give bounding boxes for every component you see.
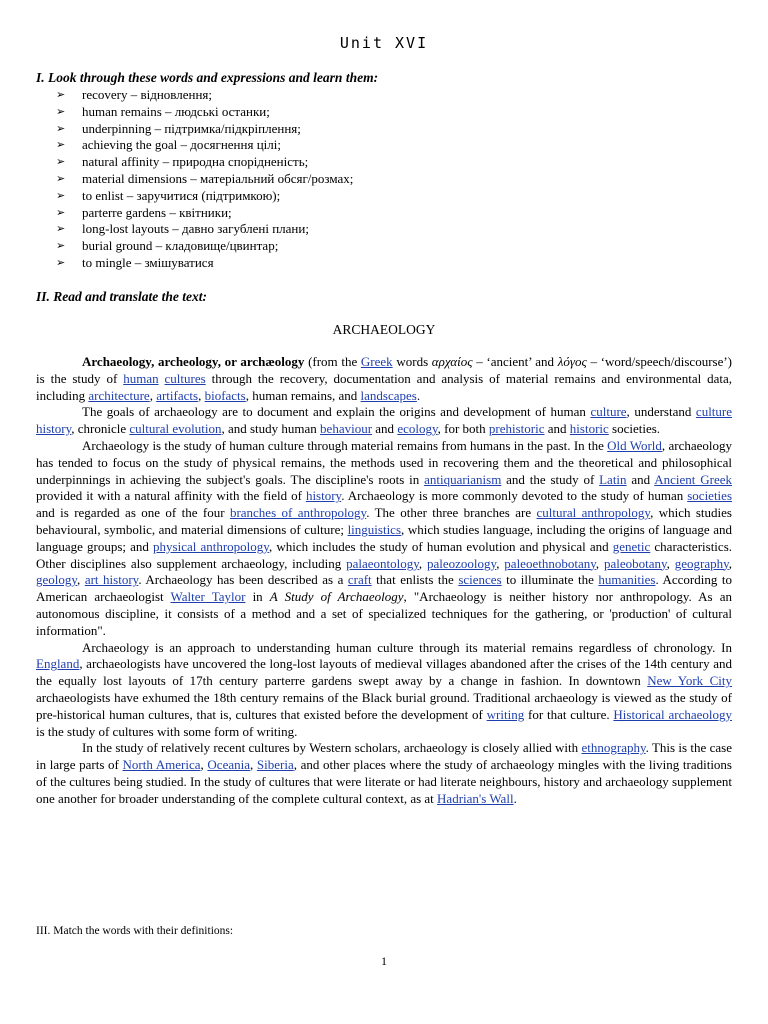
link-oceania[interactable]: Oceania: [207, 757, 251, 773]
link-architecture[interactable]: architecture: [88, 387, 150, 403]
article-title: ARCHAEOLOGY: [332, 322, 436, 337]
link-geology[interactable]: geology: [36, 572, 78, 588]
link-paleobotany[interactable]: paleobotany: [603, 555, 667, 571]
link-sciences[interactable]: sciences: [458, 572, 502, 588]
link-culture[interactable]: culture: [590, 404, 627, 420]
link-physical-anthropology[interactable]: physical anthropology: [153, 538, 269, 554]
link-greek[interactable]: Greek: [360, 354, 393, 369]
list-item: ➢ to enlist – заручитися (підтримкою);: [56, 187, 281, 203]
arrowhead-bullet-icon: ➢: [56, 139, 66, 152]
list-item: ➢ human remains – людські останки;: [56, 103, 270, 119]
page-number: 1: [381, 954, 387, 968]
link-behaviour[interactable]: behaviour: [320, 421, 373, 437]
section-2-heading: II. Read and translate the text:: [36, 289, 208, 304]
link-new-york-city[interactable]: New York City: [647, 673, 732, 689]
paragraph-4: Archaeology is an approach to understanding human culture through its material remains regardless of chronology. In England, archaeologists have uncovered the long-lost layouts of medieval villages abandoned after the crises of the 14th century and the equally lost layouts of 17th century parterre gardens swept away by a change in fashion. In downtown New York City archaeologists have exhumed the 18th century remains of the Black burial ground. Traditional archaeology is viewed as the study of pre-historical human cultures, that is, cultures that existed before the development of writing for that culture. Historical archaeology is the study of cultures with some form of writing.: [36, 639, 732, 739]
link-walter-taylor[interactable]: Walter Taylor: [170, 589, 246, 605]
link-culture-history[interactable]: culture history: [36, 404, 733, 437]
arrowhead-bullet-icon: ➢: [56, 172, 66, 185]
link-writing[interactable]: writing: [486, 706, 525, 722]
link-siberia[interactable]: Siberia: [256, 757, 294, 773]
list-item: ➢ burial ground – кладовище/цвинтар;: [56, 238, 279, 254]
arrowhead-bullet-icon: ➢: [56, 223, 66, 236]
book-title: A Study of Archaeology: [269, 589, 404, 605]
link-paleozoology[interactable]: paleozoology: [427, 555, 497, 571]
paragraph-2: The goals of archaeology are to document and explain the origins and development of human culture, understand culture history, chronicle cultural evolution, and study human behaviour and ecology, for both prehistoric and historic societies.: [36, 404, 733, 437]
link-cultural-anthropology[interactable]: cultural anthropology: [536, 505, 651, 521]
link-artifacts[interactable]: artifacts: [156, 387, 199, 403]
link-historical-archaeology[interactable]: Historical archaeology: [613, 706, 732, 722]
link-biofacts[interactable]: biofacts: [204, 387, 246, 403]
section-3-heading: III. Match the words with their definitions:: [36, 925, 234, 937]
paragraph-5: In the study of relatively recent cultures by Western scholars, archaeology is closely allied with ethnography. This is the case in large parts of North America, Oceania, Siberia, and other places where the study of archaeology mingles with the living traditions of the cultures being studied. In the study of cultures that were literate or had literate neighbours, history and archaeology supplement one another for broader understanding of the complete cultural context, as at Hadrian's Wall.: [36, 740, 732, 806]
link-prehistoric[interactable]: prehistoric: [488, 421, 545, 437]
link-branches-of-anthropology[interactable]: branches of anthropology: [229, 505, 367, 521]
link-ethnography[interactable]: ethnography: [581, 740, 646, 756]
arrowhead-bullet-icon: ➢: [56, 240, 66, 253]
link-cultural-evolution[interactable]: cultural evolution: [129, 421, 222, 437]
unit-title: Unit XVI: [339, 34, 429, 52]
list-item: ➢ material dimensions – матеріальний обсяг/розмах;: [56, 170, 354, 186]
link-north-america[interactable]: North America: [122, 757, 201, 773]
link-paleoethnobotany[interactable]: paleoethnobotany: [504, 555, 596, 571]
link-palaeontology[interactable]: palaeontology: [346, 555, 419, 571]
arrowhead-bullet-icon: ➢: [56, 156, 66, 169]
arrowhead-bullet-icon: ➢: [56, 189, 66, 202]
arrowhead-bullet-icon: ➢: [56, 89, 66, 101]
link-england[interactable]: England: [36, 656, 80, 672]
link-ecology[interactable]: ecology: [397, 421, 438, 437]
link-cultures[interactable]: cultures: [164, 370, 206, 386]
list-item: ➢ long-lost layouts – давно загублені плани;: [56, 221, 309, 237]
arrowhead-bullet-icon: ➢: [56, 206, 66, 219]
link-ancient-greek[interactable]: Ancient Greek: [654, 471, 732, 487]
paragraph-1: Archaeology, archeology, or archæology (from the Greek words αρχαίος – ‘ancient’ and λόγος – ‘word/speech/discourse’) is the study of human cultures through the recovery, documentation and analysis of material remains and environmental data, including architecture, artifacts, biofacts, human remains, and landscapes.: [36, 354, 733, 403]
link-linguistics[interactable]: linguistics: [347, 521, 402, 537]
arrowhead-bullet-icon: ➢: [56, 256, 66, 269]
list-item: ➢ achieving the goal – досягнення цілі;: [56, 137, 281, 153]
link-historic[interactable]: historic: [569, 421, 609, 437]
link-craft[interactable]: craft: [347, 572, 372, 588]
link-societies[interactable]: societies: [687, 488, 732, 504]
list-item: ➢ underpinning – підтримка/підкріплення;: [56, 120, 301, 136]
link-genetic[interactable]: genetic: [612, 538, 651, 554]
article-body: [36, 354, 732, 808]
vocabulary-list: [56, 87, 353, 272]
paragraph-3: Archaeology is the study of human culture through material remains from humans in the past. In the Old World, archaeology has tended to focus on the study of physical remains, the methods used in recovering them and the theoretical and philosophical underpinnings in achieving the subject's goals. The discipline's roots in antiquarianism and the study of Latin and Ancient Greek provided it with a natural affinity with the field of history. Archaeology is more commonly devoted to the study of human societies and is regarded as one of the four branches of anthropology. The other three branches are cultural anthropology, which studies behavioural, symbolic, and material dimensions of culture; linguistics, which studies language, including the origins of language and language groups; and physical anthropology, which includes the study of human evolution and physical and genetic characteristics. Other disciplines also supplement archaeology, including palaeontology, paleozoology, paleoethnobotany, paleobotany, geography, geology, art history. Archaeology has been described as a craft that enlists the sciences to illuminate the humanities. According to American archaeologist Walter Taylor in A Study of Archaeology, "Archaeology is neither history nor anthropology. As an autonomous discipline, it consists of a method and a set of specialized techniques for the gathering, or 'production' of cultural information".: [36, 437, 733, 638]
link-antiquarianism[interactable]: antiquarianism: [424, 471, 502, 487]
link-latin[interactable]: Latin: [599, 471, 627, 487]
link-human[interactable]: human: [123, 370, 159, 386]
link-geography[interactable]: geography: [674, 555, 729, 571]
list-item: ➢ natural affinity – природна спорідненість;: [56, 154, 309, 170]
link-landscapes[interactable]: landscapes: [360, 387, 417, 403]
arrowhead-bullet-icon: ➢: [56, 105, 66, 118]
list-item: ➢ parterre gardens – квітники;: [56, 204, 232, 220]
link-humanities[interactable]: humanities: [598, 572, 656, 588]
section-1-heading: I. Look through these words and expressions and learn them:: [36, 70, 379, 85]
link-hadrians-wall[interactable]: Hadrian's Wall: [437, 790, 514, 806]
link-art-history[interactable]: art history: [84, 572, 139, 588]
link-old-world[interactable]: Old World: [607, 437, 662, 453]
arrowhead-bullet-icon: ➢: [56, 122, 66, 135]
list-item: ➢ recovery – відновлення;: [56, 87, 213, 102]
list-item: ➢ to mingle – змішуватися: [56, 254, 214, 270]
link-history[interactable]: history: [305, 488, 342, 504]
